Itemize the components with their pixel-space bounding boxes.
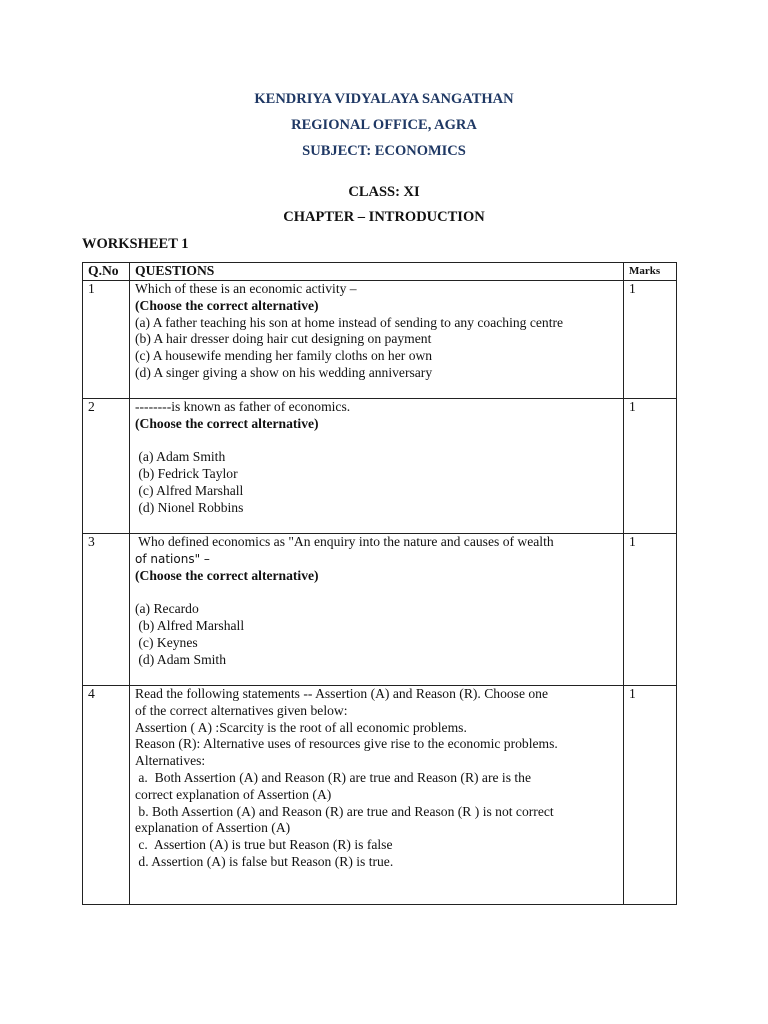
option-d: (d) Adam Smith [135,651,227,667]
questions-header: QUESTIONS [130,263,624,281]
option-b: b. Both Assertion (A) and Reason (R) are true and Reason (R ) is not correct [135,803,554,819]
table-header-row [83,263,677,281]
question-text-continued: of nations" – [135,551,210,566]
qno-cell: 4 [83,686,130,905]
marks-cell: 1 [624,281,677,399]
question-cell [130,534,624,686]
option-c: (c) A housewife mending her family cloths on her own [135,348,433,364]
option-d: (d) Nionel Robbins [135,499,244,515]
question-text-continued: of the correct alternatives given below: [135,702,348,718]
option-b-continued: explanation of Assertion (A) [135,820,291,836]
option-a-continued: correct explanation of Assertion (A) [135,786,332,802]
option-b: (b) Alfred Marshall [135,617,245,633]
table-row [83,399,677,534]
worksheet-title: WORKSHEET 1 [82,236,189,252]
question-text: Who defined economics as "An enquiry into the nature and causes of wealth [135,534,554,549]
qno-cell: 3 [83,534,130,686]
question-cell [130,686,624,905]
question-text: Read the following statements -- Assertion (A) and Reason (R). Choose one [135,686,549,701]
option-d: (d) A singer giving a show on his wedding anniversary [135,364,433,380]
office-heading: REGIONAL OFFICE, AGRA [291,117,477,133]
option-b: (b) A hair dresser doing hair cut designing on payment [135,331,432,347]
option-b: (b) Fedrick Taylor [135,466,238,482]
marks-cell: 1 [624,534,677,686]
question-text: --------is known as father of economics. [135,399,351,414]
table-row [83,534,677,686]
marks-cell: 1 [624,399,677,534]
questions-table [82,262,677,905]
option-a: a. Both Assertion (A) and Reason (R) are true and Reason (R) are is the [135,769,531,785]
option-d: d. Assertion (A) is false but Reason (R) is true. [135,853,394,869]
option-a: (a) Adam Smith [135,449,226,465]
qno-cell: 2 [83,399,130,534]
instruction-text: (Choose the correct alternative) [135,415,319,431]
subject-heading: SUBJECT: ECONOMICS [302,143,466,159]
marks-header: Marks [624,263,677,281]
qno-cell: 1 [83,281,130,399]
alternatives-label: Alternatives: [135,753,206,769]
reason-text: Reason (R): Alternative uses of resources give rise to the economic problems. [135,736,558,752]
table-row [83,281,677,399]
question-cell [130,281,624,399]
table-row [83,686,677,905]
marks-cell: 1 [624,686,677,905]
question-text: Which of these is an economic activity – [135,281,357,296]
assertion-text: Assertion ( A) :Scarcity is the root of all economic problems. [135,719,467,735]
option-a: (a) A father teaching his son at home instead of sending to any coaching centre [135,314,564,330]
option-a: (a) Recardo [135,601,199,617]
option-c: (c) Keynes [135,634,198,650]
chapter-heading: CHAPTER – INTRODUCTION [283,209,485,225]
instruction-text: (Choose the correct alternative) [135,567,319,583]
option-c: c. Assertion (A) is true but Reason (R) is false [135,837,393,853]
org-heading: KENDRIYA VIDYALAYA SANGATHAN [254,91,514,107]
qno-header: Q.No [83,263,130,281]
class-heading: CLASS: XI [348,184,420,200]
instruction-text: (Choose the correct alternative) [135,297,319,313]
question-cell [130,399,624,534]
option-c: (c) Alfred Marshall [135,482,244,498]
